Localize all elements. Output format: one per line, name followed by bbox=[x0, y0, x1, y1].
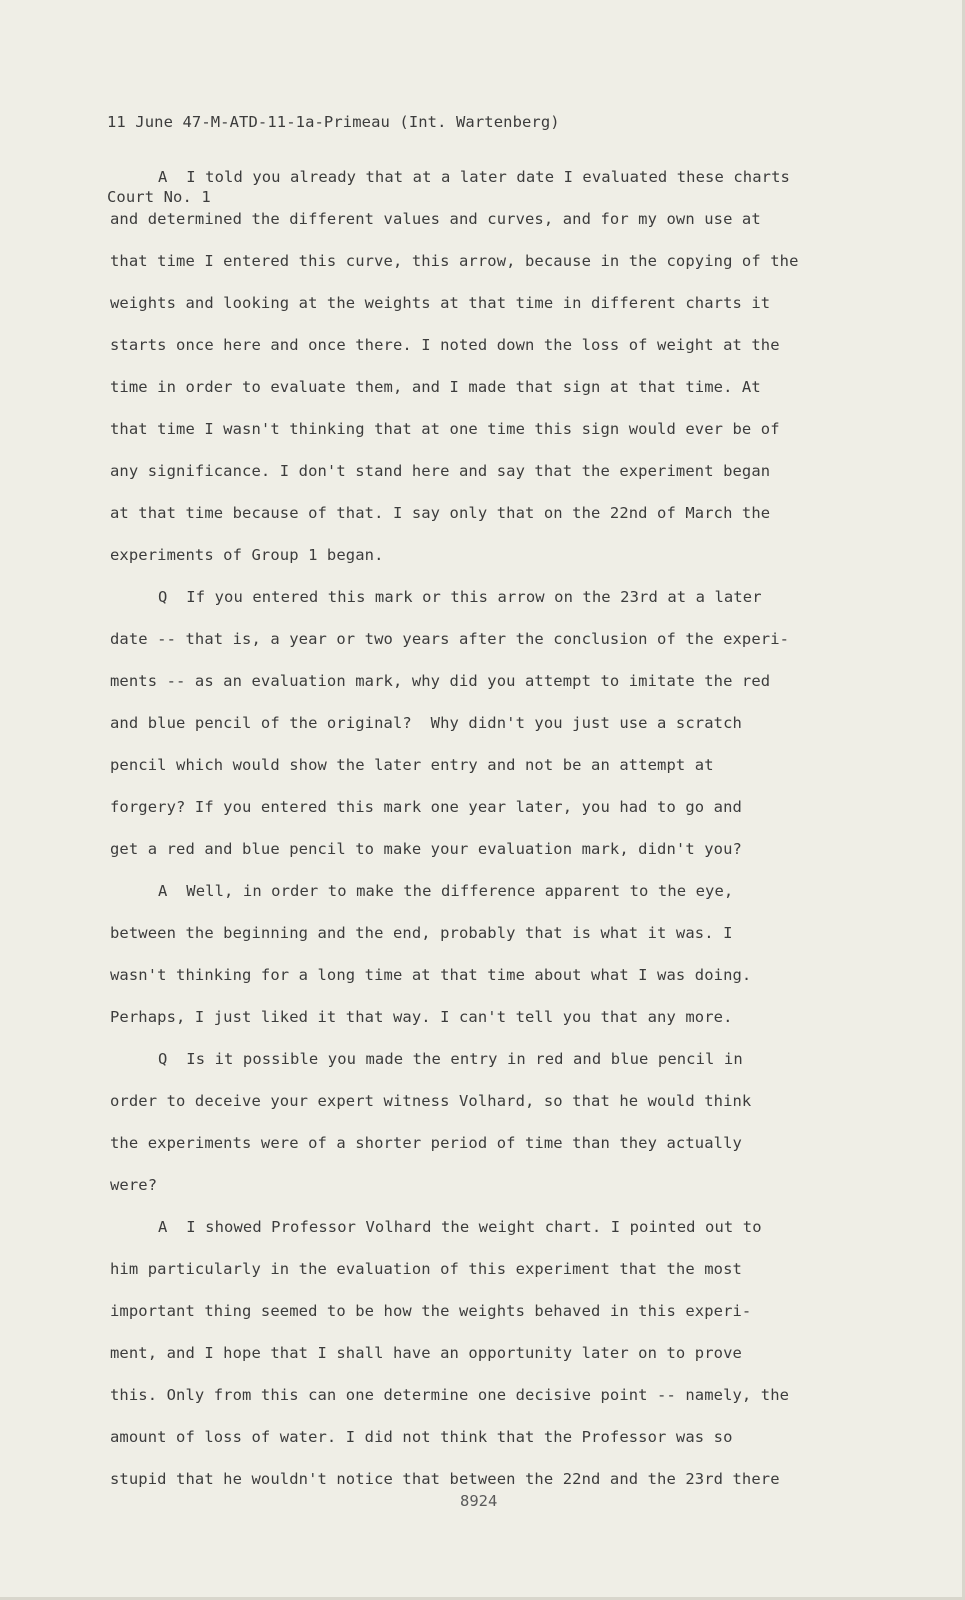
transcript-line: amount of loss of water. I did not think that the Professor was so bbox=[110, 1428, 733, 1446]
transcript-line: get a red and blue pencil to make your evaluation mark, didn't you? bbox=[110, 840, 742, 858]
transcript-line: him particularly in the evaluation of this experiment that the most bbox=[110, 1260, 742, 1278]
header-line-2: Court No. 1 bbox=[107, 188, 211, 206]
transcript-line: starts once here and once there. I noted down the loss of weight at the bbox=[110, 336, 780, 354]
transcript-line: Q Is it possible you made the entry in red and blue pencil in bbox=[158, 1050, 743, 1068]
transcript-line: any significance. I don't stand here and say that the experiment began bbox=[110, 462, 771, 480]
transcript-line: wasn't thinking for a long time at that time about what I was doing. bbox=[110, 966, 752, 984]
page-number: 8924 bbox=[460, 1492, 498, 1510]
transcript-line: ments -- as an evaluation mark, why did you attempt to imitate the red bbox=[110, 672, 771, 690]
transcript-line: Perhaps, I just liked it that way. I can't tell you that any more. bbox=[110, 1008, 733, 1026]
transcript-line: A I showed Professor Volhard the weight chart. I pointed out to bbox=[158, 1218, 762, 1236]
transcript-line: A Well, in order to make the difference apparent to the eye, bbox=[158, 882, 734, 900]
transcript-line: stupid that he wouldn't notice that between the 22nd and the 23rd there bbox=[110, 1470, 780, 1488]
transcript-line: time in order to evaluate them, and I made that sign at that time. At bbox=[110, 378, 761, 396]
transcript-line: this. Only from this can one determine one decisive point -- namely, the bbox=[110, 1386, 790, 1404]
transcript-line: ment, and I hope that I shall have an opportunity later on to prove bbox=[110, 1344, 742, 1362]
transcript-line: forgery? If you entered this mark one year later, you had to go and bbox=[110, 798, 742, 816]
transcript-line: between the beginning and the end, probably that is what it was. I bbox=[110, 924, 733, 942]
transcript-line: pencil which would show the later entry and not be an attempt at bbox=[110, 756, 714, 774]
transcript-line: and blue pencil of the original? Why didn't you just use a scratch bbox=[110, 714, 742, 732]
transcript-line: Q If you entered this mark or this arrow on the 23rd at a later bbox=[158, 588, 762, 606]
transcript-line: A I told you already that at a later date I evaluated these charts bbox=[158, 168, 790, 186]
transcript-line: that time I wasn't thinking that at one time this sign would ever be of bbox=[110, 420, 780, 438]
transcript-line: experiments of Group 1 began. bbox=[110, 546, 384, 564]
transcript-line: that time I entered this curve, this arrow, because in the copying of the bbox=[110, 252, 799, 270]
transcript-body bbox=[110, 156, 870, 1500]
transcript-line: were? bbox=[110, 1176, 158, 1194]
transcript-line: weights and looking at the weights at that time in different charts it bbox=[110, 294, 771, 312]
transcript-line: order to deceive your expert witness Volhard, so that he would think bbox=[110, 1092, 752, 1110]
header-line-1: 11 June 47-M-ATD-11-1a-Primeau (Int. Wartenberg) bbox=[107, 113, 560, 131]
transcript-line: at that time because of that. I say only that on the 22nd of March the bbox=[110, 504, 771, 522]
transcript-line: the experiments were of a shorter period of time than they actually bbox=[110, 1134, 742, 1152]
transcript-line: and determined the different values and curves, and for my own use at bbox=[110, 210, 761, 228]
transcript-line: date -- that is, a year or two years after the conclusion of the experi- bbox=[110, 630, 790, 648]
transcript-line: important thing seemed to be how the weights behaved in this experi- bbox=[110, 1302, 752, 1320]
